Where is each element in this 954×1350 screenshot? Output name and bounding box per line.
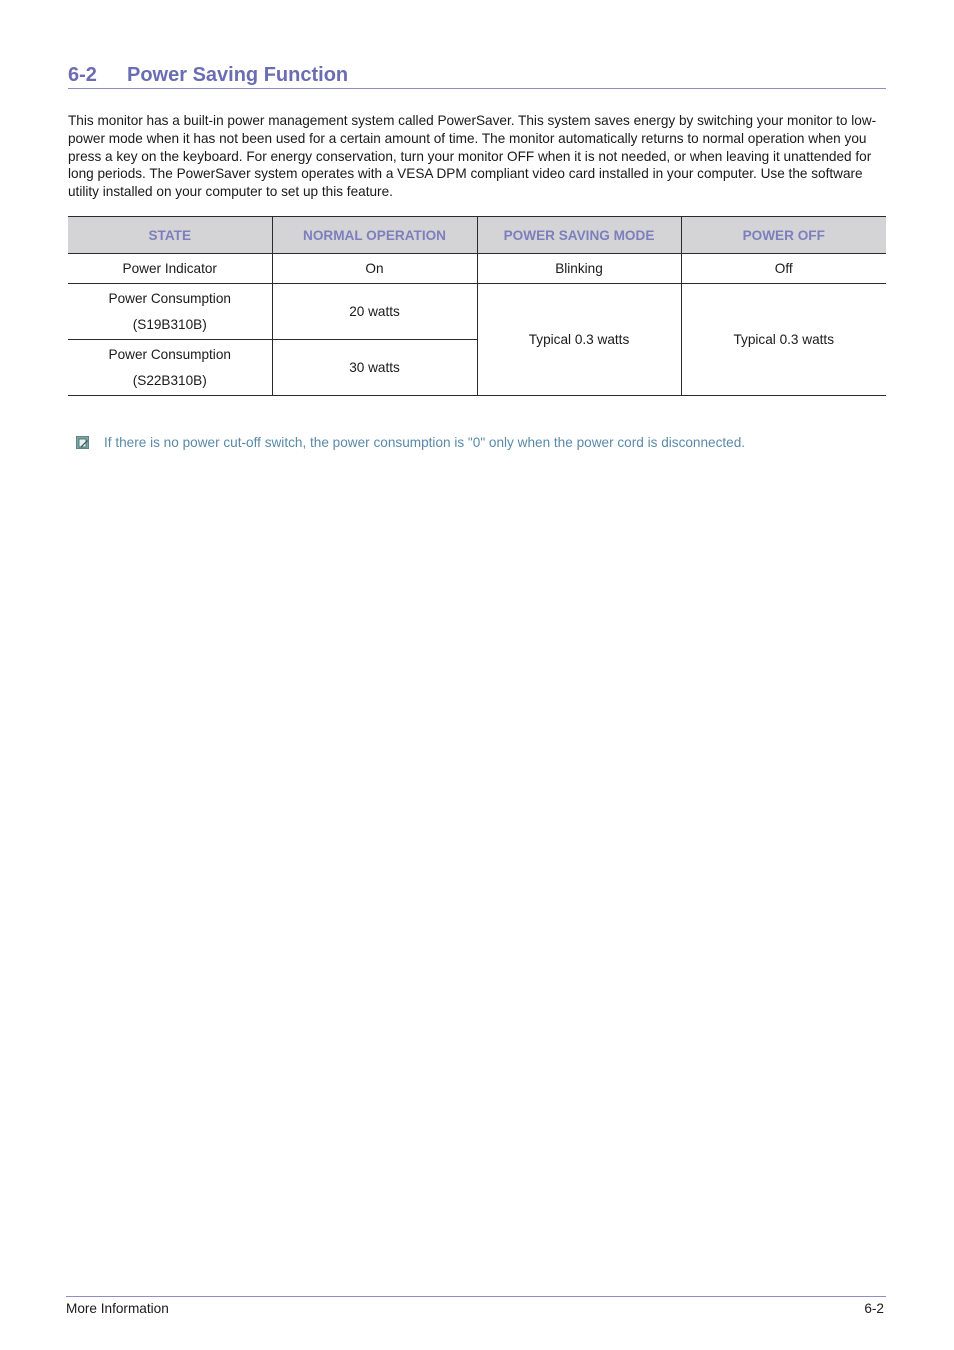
cell-consumption-off: Typical 0.3 watts xyxy=(681,284,886,396)
cell-consumption-label-s19 xyxy=(68,284,272,340)
section-title: Power Saving Function xyxy=(127,64,349,86)
cell-consumption-label-s22 xyxy=(68,340,272,396)
model-label-s19: (S19B310B) xyxy=(132,316,207,332)
cell-indicator-normal: On xyxy=(272,254,477,284)
section-header xyxy=(68,60,886,89)
model-label-s22: (S22B310B) xyxy=(132,372,207,388)
cell-power-indicator-label: Power Indicator xyxy=(68,254,272,284)
table-row xyxy=(68,254,886,284)
footer-page-number: 6-2 xyxy=(864,1301,884,1316)
header-normal-operation: NORMAL OPERATION xyxy=(272,217,477,254)
section-number: 6-2 xyxy=(68,64,97,86)
note-pencil-icon xyxy=(76,436,89,449)
cell-consumption-normal-s22: 30 watts xyxy=(272,340,477,396)
cell-consumption-normal-s19: 20 watts xyxy=(272,284,477,340)
table-row xyxy=(68,284,886,340)
header-power-off: POWER OFF xyxy=(681,217,886,254)
consumption-label-line1: Power Consumption xyxy=(108,346,231,362)
cell-indicator-saving: Blinking xyxy=(477,254,681,284)
cell-consumption-saving: Typical 0.3 watts xyxy=(477,284,681,396)
note xyxy=(76,434,886,452)
intro-paragraph: This monitor has a built-in power management system called PowerSaver. This system saves energy by switching your monitor to low-power mode when it has not been used for a certain amount of time. The monitor automatically returns to normal operation when you press a key on the keyboard. For energy conservation, turn your monitor OFF when it is not needed, or when leaving it unattended for long periods. The PowerSaver system operates with a VESA DPM compliant video card installed in your computer. Use the software utility installed on your computer to set up this feature. xyxy=(68,113,877,200)
header-power-saving-mode: POWER SAVING MODE xyxy=(477,217,681,254)
note-text: If there is no power cut-off switch, the power consumption is "0" only when the power cord is disconnected. xyxy=(104,435,746,450)
footer-chapter-title: More Information xyxy=(66,1301,169,1316)
header-state: STATE xyxy=(68,217,272,254)
table-header-row xyxy=(68,217,886,254)
consumption-label-line1: Power Consumption xyxy=(108,290,231,306)
cell-indicator-off: Off xyxy=(681,254,886,284)
page-footer xyxy=(66,1296,886,1320)
power-state-table xyxy=(68,216,886,396)
